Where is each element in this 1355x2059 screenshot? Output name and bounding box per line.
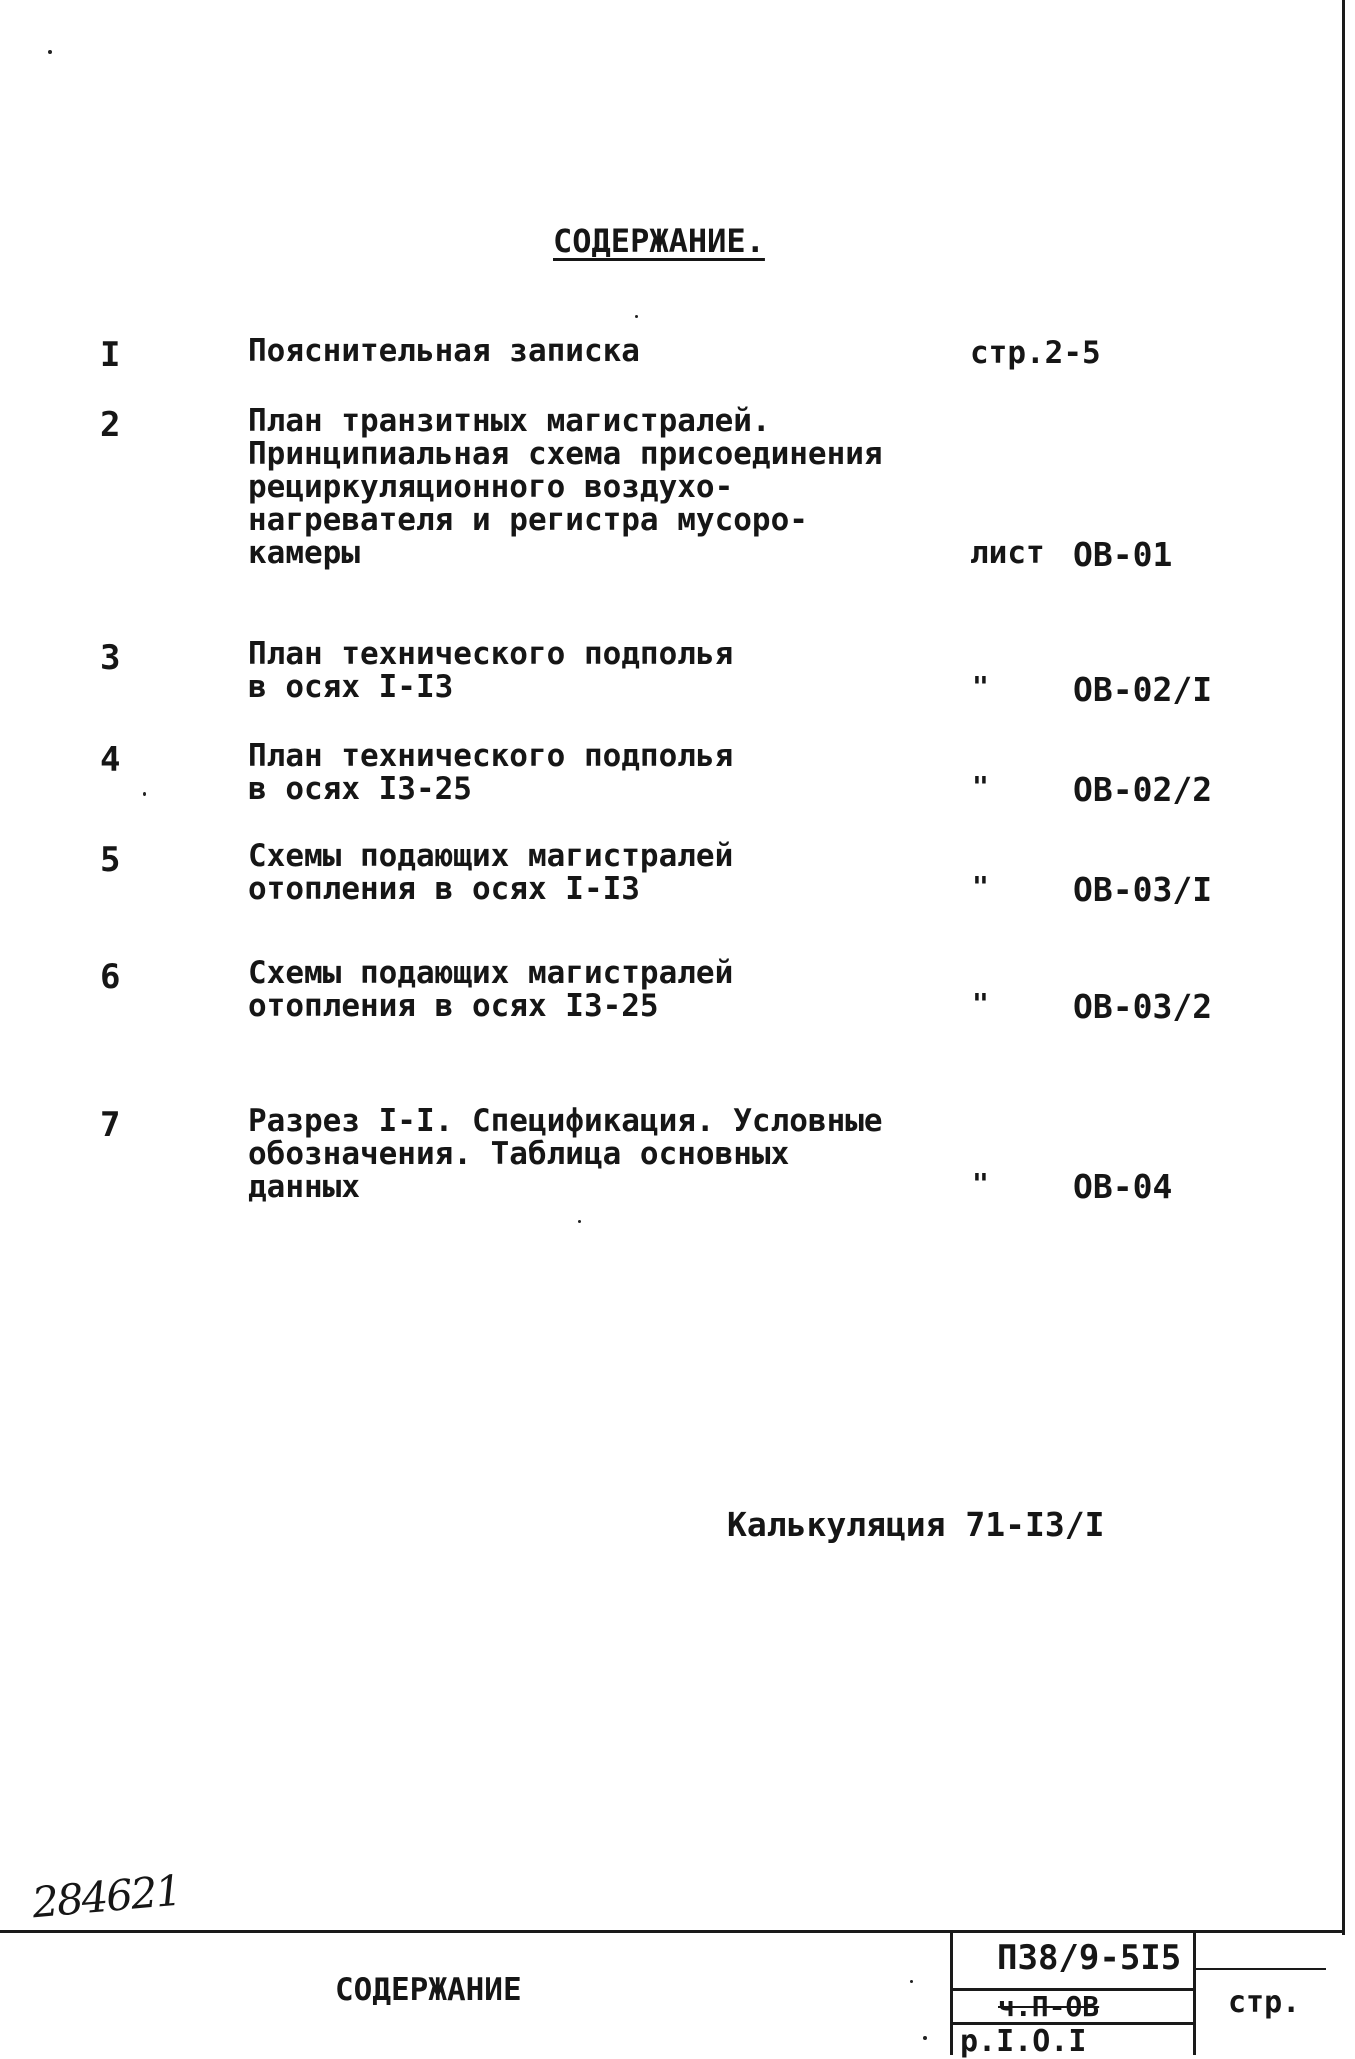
title-block-project-code: П38/9-5I5 [997, 1938, 1182, 1978]
title-block-divider-2 [1193, 1930, 1196, 2055]
entry-sheet-label: лист [970, 535, 1045, 571]
frame-border-right [1342, 0, 1345, 1935]
ditto-mark: " [972, 987, 989, 1020]
handwritten-inventory-number: 284621 [30, 1865, 183, 1928]
ditto-mark: " [972, 770, 989, 803]
scan-speck [578, 1220, 581, 1223]
entry-number: 7 [100, 1105, 121, 1145]
scan-speck [635, 315, 638, 318]
entry-page-ref: стр.2-5 [970, 335, 1101, 371]
title-block-page-line [1196, 1968, 1326, 1970]
entry-number: I [100, 335, 121, 375]
document-title: СОДЕРЖАНИЕ. [553, 222, 765, 260]
entry-description: Пояснительная записка [248, 333, 640, 369]
entry-sheet-code: ОВ-02/I [1073, 670, 1213, 709]
entry-number: 2 [100, 405, 121, 445]
calculation-note: Калькуляция 71-I3/I [727, 1505, 1105, 1544]
title-block-divider-1 [950, 1930, 953, 2055]
entry-sheet-code: ОВ-02/2 [1073, 770, 1213, 809]
entry-description: Схемы подающих магистралей отопления в осях I3-25 [248, 955, 734, 1024]
scan-speck [910, 1980, 913, 1983]
entry-description: План технического подполья в осях I3-25 [248, 738, 734, 807]
entry-number: 6 [100, 957, 121, 997]
title-block-top-line [0, 1930, 1345, 1933]
ditto-mark: " [972, 670, 989, 703]
entry-number: 5 [100, 840, 121, 880]
title-block-part: ч.П-ОВ [998, 1990, 1100, 2023]
scan-speck [143, 792, 146, 796]
scan-speck [48, 50, 52, 54]
entry-sheet-code: ОВ-03/I [1073, 870, 1213, 909]
entry-number: 3 [100, 638, 121, 678]
title-block-name: СОДЕРЖАНИЕ [335, 1972, 522, 2008]
entry-sheet-code: ОВ-04 [1073, 1167, 1173, 1206]
entry-description: План транзитных магистралей. Принципиальная схема присоединения рециркуляционного воздухо- нагревателя и регистра мусоро- камеры [248, 403, 883, 571]
entry-sheet-code: ОВ-01 [1073, 535, 1173, 574]
entry-description: Схемы подающих магистралей отопления в осях I-I3 [248, 838, 734, 907]
title-block-page-label: стр. [1228, 1985, 1301, 2020]
ditto-mark: " [972, 870, 989, 903]
entry-description: План технического подполья в осях I-I3 [248, 636, 734, 705]
title-block-section: р.I.О.I [960, 2024, 1087, 2059]
entry-sheet-code: ОВ-03/2 [1073, 987, 1213, 1026]
scan-speck [923, 2036, 927, 2040]
entry-description: Разрез I-I. Спецификация. Условные обозначения. Таблица основных данных [248, 1103, 883, 1205]
ditto-mark: " [972, 1167, 989, 1200]
entry-number: 4 [100, 740, 121, 780]
